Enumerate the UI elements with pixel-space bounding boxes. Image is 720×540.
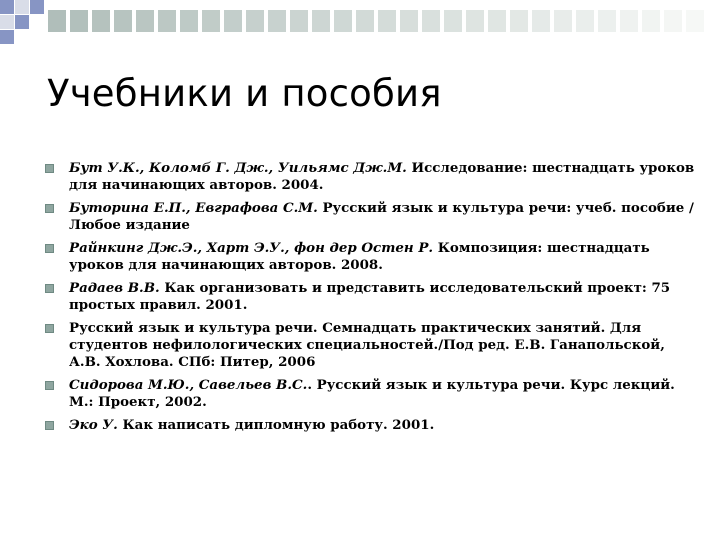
- header-tile: [92, 10, 110, 32]
- list-item: [45, 280, 695, 314]
- list-item: [45, 320, 695, 371]
- header-tile: [378, 10, 396, 32]
- square-bullet-icon: [45, 164, 54, 173]
- header-tile: [312, 10, 330, 32]
- header-tile: [30, 0, 44, 14]
- item-author: Радаев В.В.: [69, 280, 160, 296]
- header-tile: [334, 10, 352, 32]
- header-tile: [400, 10, 418, 32]
- square-bullet-icon: [45, 204, 54, 213]
- header-tile: [15, 15, 29, 29]
- header-tile: [466, 10, 484, 32]
- item-author: Бут У.К., Коломб Г. Дж., Уильямс Дж.М.: [69, 160, 407, 176]
- header-tile: [114, 10, 132, 32]
- square-bullet-icon: [45, 421, 54, 430]
- square-bullet-icon: [45, 244, 54, 253]
- header-tile: [0, 30, 14, 44]
- item-text: Как организовать и представить исследовательский проект: 75 простых правил. 2001.: [69, 280, 671, 313]
- item-text: Русский язык и культура речи. Семнадцать практических занятий. Для студентов нефилологических специальностей./Под ред. Е.В. Ганапольской, А.В. Хохлова. СПб: Питер, 2006: [69, 320, 665, 370]
- item-text: Как написать дипломную работу. 2001.: [117, 417, 435, 433]
- header-tile: [136, 10, 154, 32]
- header-tile: [620, 10, 638, 32]
- header-tile: [422, 10, 440, 32]
- header-tile: [224, 10, 242, 32]
- header-tile: [158, 10, 176, 32]
- square-bullet-icon: [45, 324, 54, 333]
- header-tile: [554, 10, 572, 32]
- item-text: . Русский язык и культура речи. Курс лекций. М.: Проект, 2002.: [69, 377, 675, 410]
- header-tile: [642, 10, 660, 32]
- header-tile: [15, 0, 29, 14]
- header-tile: [532, 10, 550, 32]
- list-item: [45, 417, 695, 434]
- header-tile: [598, 10, 616, 32]
- slide-title: Учебники и пособия: [47, 72, 442, 115]
- bibliography-list: [45, 160, 695, 440]
- header-tile: [48, 10, 66, 32]
- list-item: [45, 160, 695, 194]
- list-item: [45, 200, 695, 234]
- header-tile: [0, 0, 14, 14]
- header-tile: [356, 10, 374, 32]
- header-tile: [488, 10, 506, 32]
- header-tile: [70, 10, 88, 32]
- header-tile: [202, 10, 220, 32]
- header-tile: [268, 10, 286, 32]
- list-item: [45, 377, 695, 411]
- header-tile: [290, 10, 308, 32]
- header-tile: [246, 10, 264, 32]
- header-tile: [0, 15, 14, 29]
- header-tile: [664, 10, 682, 32]
- item-author: Сидорова М.Ю., Савельев В.С.: [69, 377, 308, 393]
- item-text: Исследование: шестнадцать уроков для начинающих авторов. 2004.: [69, 160, 695, 193]
- item-author: Эко У.: [69, 417, 118, 433]
- header-decoration: [0, 0, 720, 50]
- header-tile: [686, 10, 704, 32]
- item-author: Райнкинг Дж.Э., Харт Э.У., фон дер Остен Р.: [69, 240, 434, 256]
- header-tile: [510, 10, 528, 32]
- header-tile: [576, 10, 594, 32]
- item-author: Буторина Е.П., Евграфова С.М.: [69, 200, 318, 216]
- header-tile: [444, 10, 462, 32]
- square-bullet-icon: [45, 284, 54, 293]
- item-text: Русский язык и культура речи: учеб. пособие / Любое издание: [69, 200, 694, 233]
- square-bullet-icon: [45, 381, 54, 390]
- list-item: [45, 240, 695, 274]
- item-text: Композиция: шестнадцать уроков для начинающих авторов. 2008.: [69, 240, 650, 273]
- header-tile: [180, 10, 198, 32]
